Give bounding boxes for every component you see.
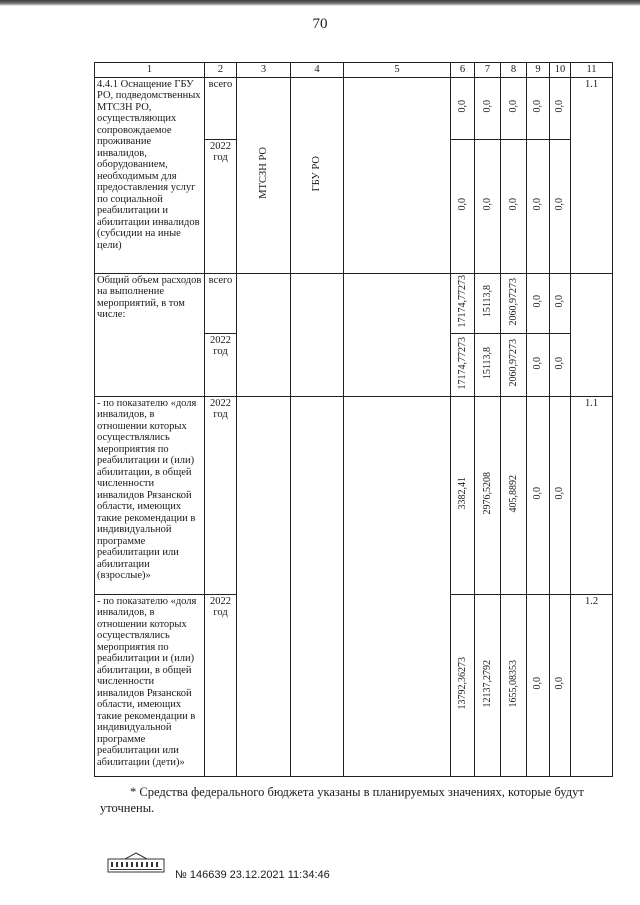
value-cell: 0,0 (475, 139, 501, 273)
value-cell: 0,0 (527, 396, 550, 594)
row-description: 4.4.1 Оснащение ГБУ РО, подведомственных МТСЗН РО, осуществляющих сопровождаемое проживание инвалидов, оборудованием, необходимым для предоставления услуг по социальной реабилитации и абилитации инвалидов (субсидии на иные цели) (95, 77, 205, 273)
column-header: 4 (291, 63, 344, 78)
row-description: - по показателю «доля инвалидов, в отношении которых осуществлялись мероприятия по реабилитации и (или) абилитации, в общей численности инвалидов Рязанской области, имеющих такие рекомендации в индивидуальной программе реабилитации или абилитации (взрослые)» (95, 396, 205, 594)
column-header: 3 (237, 63, 291, 78)
empty-cell (344, 77, 451, 273)
row-description: Общий объем расходов на выполнение мероприятий, в том числе: (95, 273, 205, 396)
column-header: 6 (451, 63, 475, 78)
value-cell: 0,0 (501, 77, 527, 139)
registry-stamp-icon (107, 852, 165, 874)
value-cell: 405,8892 (501, 396, 527, 594)
period-cell: 2022 год (205, 594, 237, 776)
value-cell: 0,0 (550, 594, 571, 776)
recipient-label: ГБУ РО (311, 155, 323, 191)
value-cell: 17174,77273 (451, 333, 475, 396)
indicator-cell: 1.2 (571, 594, 613, 776)
executor-cell (237, 77, 291, 273)
indicator-cell: 1.1 (571, 77, 613, 273)
budget-table (94, 62, 613, 777)
document-signature: № 146639 23.12.2021 11:34:46 (175, 869, 330, 881)
value-cell: 3382,41 (451, 396, 475, 594)
table-row (95, 77, 613, 139)
header-row (95, 63, 613, 78)
recipient-cell (291, 77, 344, 273)
column-header: 2 (205, 63, 237, 78)
row-description: - по показателю «доля инвалидов, в отношении которых осуществлялись мероприятия по реабилитации и (или) абилитации, в общей численности инвалидов Рязанской области, имеющих такие рекомендации в индивидуальной программе реабилитации или абилитации (дети)» (95, 594, 205, 776)
value-cell: 0,0 (451, 139, 475, 273)
value-cell: 2976,5208 (475, 396, 501, 594)
value-cell: 0,0 (550, 77, 571, 139)
executor-label: МТСЗН РО (257, 147, 269, 200)
period-cell: 2022 год (205, 333, 237, 396)
indicator-cell: 1.1 (571, 396, 613, 594)
value-cell: 17174,77273 (451, 273, 475, 333)
value-cell: 13792,36273 (451, 594, 475, 776)
value-cell: 15113,8 (475, 273, 501, 333)
column-header: 10 (550, 63, 571, 78)
value-cell: 0,0 (527, 77, 550, 139)
empty-cell (237, 273, 291, 396)
period-cell: всего (205, 273, 237, 333)
value-cell: 2060,97273 (501, 273, 527, 333)
value-cell: 0,0 (527, 139, 550, 273)
column-header: 9 (527, 63, 550, 78)
table-row (95, 273, 613, 333)
period-cell: 2022 год (205, 139, 237, 273)
column-header: 5 (344, 63, 451, 78)
page-number: 70 (312, 16, 328, 32)
value-cell: 0,0 (550, 396, 571, 594)
footnote: * Средства федерального бюджета указаны в планируемых значениях, которые будут уточнены. (100, 785, 584, 815)
value-cell: 12137,2792 (475, 594, 501, 776)
empty-cell (291, 273, 344, 396)
table-row (95, 396, 613, 594)
value-cell: 0,0 (527, 333, 550, 396)
value-cell: 0,0 (550, 333, 571, 396)
column-header: 1 (95, 63, 205, 78)
value-cell: 0,0 (527, 594, 550, 776)
value-cell: 0,0 (501, 139, 527, 273)
empty-cell (571, 273, 613, 396)
column-header: 8 (501, 63, 527, 78)
scan-top-edge (0, 0, 640, 6)
value-cell: 1655,08353 (501, 594, 527, 776)
value-cell: 0,0 (550, 273, 571, 333)
value-cell: 15113,8 (475, 333, 501, 396)
value-cell: 0,0 (451, 77, 475, 139)
column-header: 11 (571, 63, 613, 78)
empty-cell (344, 396, 451, 776)
column-header: 7 (475, 63, 501, 78)
value-cell: 0,0 (527, 273, 550, 333)
empty-cell (237, 396, 291, 776)
empty-cell (291, 396, 344, 776)
empty-cell (344, 273, 451, 396)
value-cell: 2060,97273 (501, 333, 527, 396)
value-cell: 0,0 (475, 77, 501, 139)
period-cell: всего (205, 77, 237, 139)
period-cell: 2022 год (205, 396, 237, 594)
value-cell: 0,0 (550, 139, 571, 273)
